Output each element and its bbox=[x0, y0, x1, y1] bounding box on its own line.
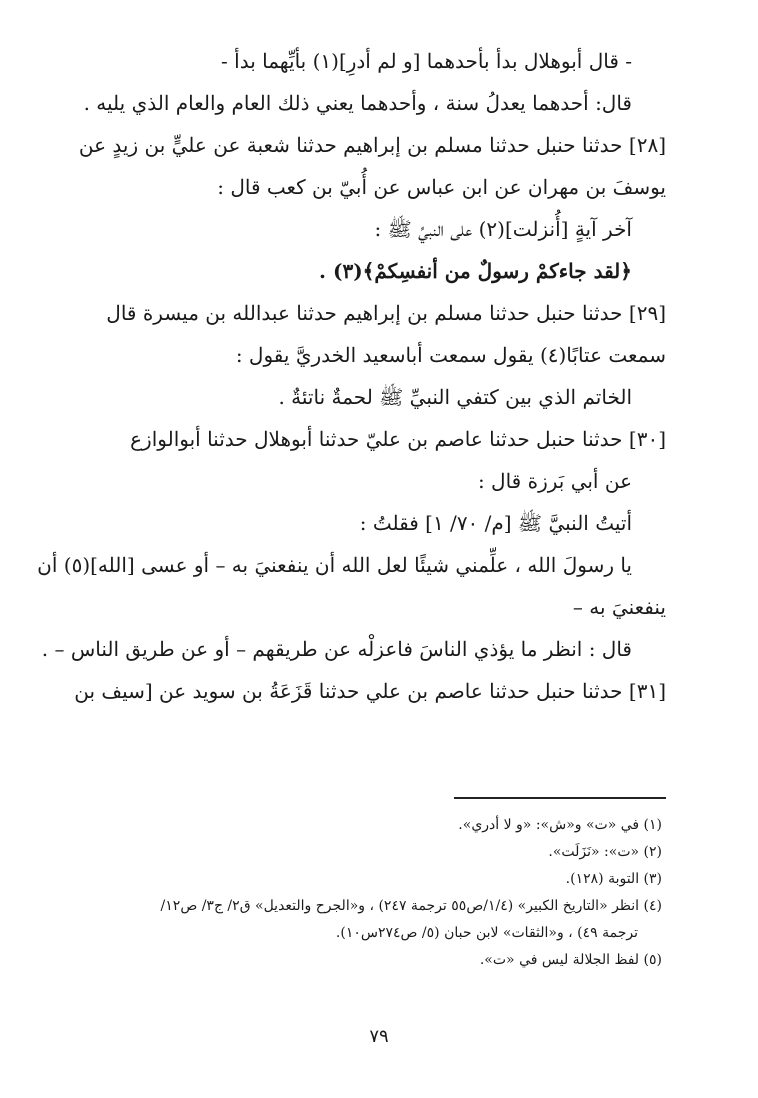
text-line: [٢٩] حدثنا حنبل حدثنا مسلم بن إبراهيم حدثنا عبدالله بن ميسرة قال bbox=[106, 301, 666, 325]
footnote: (٥) لفظ الجلالة ليس في «ت». bbox=[479, 952, 662, 968]
text-line: يوسفَ بن مهران عن ابن عباس عن أُبيّ بن كعب قال : bbox=[217, 175, 666, 199]
text-line: عن أبي بَرزة قال : bbox=[477, 469, 632, 493]
text-line: [٣١] حدثنا حنبل حدثنا عاصم بن علي حدثنا قَزَعَةُ بن سويد عن [سيف بن bbox=[74, 679, 666, 703]
text-line: آخر آيةٍ [أُنزلت](٢) على النبيِّ ﷺ : bbox=[374, 217, 632, 241]
text-line: [٢٨] حدثنا حنبل حدثنا مسلم بن إبراهيم حدثنا شعبة عن عليٍّ بن زيدٍ عن bbox=[78, 133, 666, 157]
text-line: - قال أبوهلال بدأ بأحدهما [و لم أدرِ](١) بأيِّهما بدأ - bbox=[221, 49, 632, 73]
page-number: ٧٩ bbox=[369, 1026, 389, 1047]
text-line: يا رسولَ الله ، علِّمني شيئًا لعل الله أن ينفعنيَ به – أو عسى [الله](٥) أن bbox=[37, 553, 632, 577]
text-line: قال: أحدهما يعدلُ سنة ، وأحدهما يعني ذلك العام والعام الذي يليه . bbox=[83, 91, 632, 115]
footnote: (٣) التوبة (١٢٨). bbox=[565, 871, 662, 887]
footnote: (٢) «ت»: «نَزَلَت». bbox=[548, 844, 662, 860]
footnote-divider bbox=[454, 797, 666, 799]
text-line: ينفعنيَ به – bbox=[572, 595, 666, 619]
text-line: قال : انظر ما يؤذي الناسَ فاعزلْه عن طريقهم – أو عن طريق الناس – . bbox=[41, 637, 632, 661]
footnote: (٤) انظر «التاريخ الكبير» (١/٤/ص٥٥ ترجمة ٢٤٧) ، و«الجرح والتعديل» ق٢/ ج٣/ ص١٢/ bbox=[160, 898, 662, 914]
text-line: الخاتم الذي بين كتفي النبيِّ ﷺ لحمةٌ ناتئةٌ . bbox=[278, 385, 632, 409]
footnote: (١) في «ت» و«ش»: «و لا أدري». bbox=[458, 817, 662, 833]
footnotes bbox=[88, 812, 662, 974]
quran-verse-line: ﴿لقد جاءكمْ رسولٌ من أنفسِكمْ﴾(٣) . bbox=[319, 259, 632, 283]
text-line: سمعت عتابًا(٤) يقول سمعت أباسعيد الخدريَّ يقول : bbox=[235, 343, 666, 367]
main-text bbox=[37, 40, 666, 712]
text-line: [٣٠] حدثنا حنبل حدثنا عاصم بن عليّ حدثنا أبوهلال حدثنا أبوالوازع bbox=[130, 427, 666, 451]
footnote-continuation: ترجمة ٤٩) ، و«الثقات» لابن حبان (٥/ ص٢٧٤س١٠). bbox=[335, 925, 638, 941]
text-line: أتيتُ النبيَّ ﷺ [م/ ٧٠/ ١] فقلتُ : bbox=[359, 511, 632, 535]
